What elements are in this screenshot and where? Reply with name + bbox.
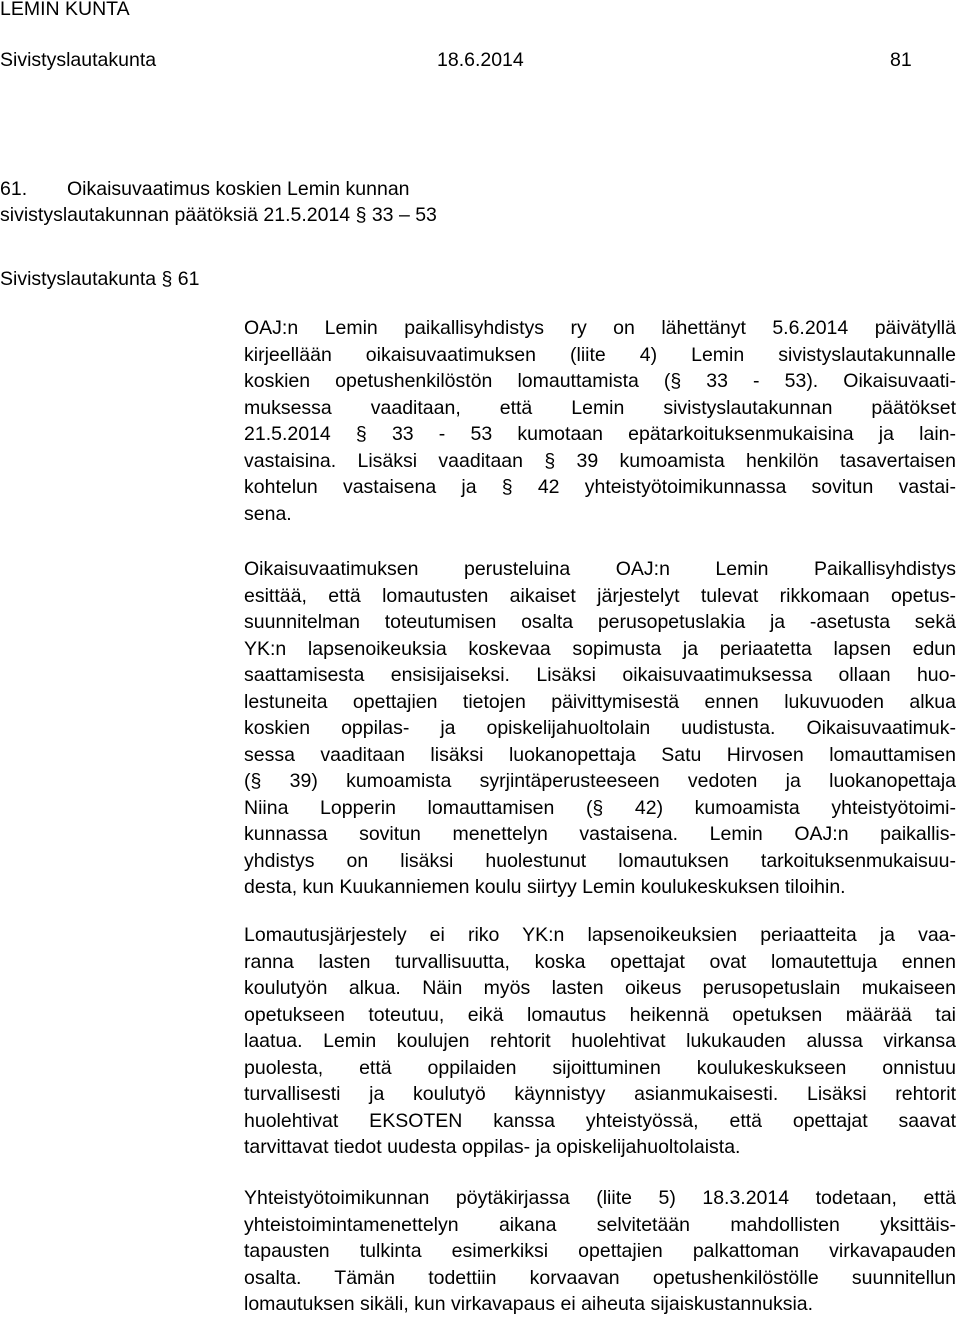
paragraph-line: vastaisina. Lisäksi vaaditaan § 39 kumoamista henkilön tasavertaisen	[244, 449, 956, 472]
paragraph-response	[244, 922, 956, 1161]
paragraph-line: koskien oppilas- ja opiskelijahuoltolain uudistusta. Oikaisuvaatimuk-	[244, 717, 956, 739]
paragraph-line: esittää, että lomautusten aikaiset järjestelyt tulevat rikkomaan opetus-	[244, 584, 956, 607]
paragraph-line: OAJ:n Lemin paikallisyhdistys ry on lähettänyt 5.6.2014 päivätyllä	[244, 317, 956, 339]
paragraph-line: osalta. Tämän todettiin korvaavan opetushenkilöstölle suunnitellun	[244, 1266, 956, 1289]
paragraph-line: turvallisesti ja koulutyö käynnistyy asianmukaisesti. Lisäksi rehtorit	[244, 1083, 956, 1105]
page-number: 81	[890, 49, 912, 71]
department-name: Sivistyslautakunta	[0, 49, 157, 71]
paragraph-appeal-summary	[244, 315, 956, 527]
section-title-line-2: sivistyslautakunnan päätöksiä 21.5.2014 § 33 – 53	[0, 204, 437, 226]
paragraph-cooperation-minutes	[244, 1185, 956, 1318]
paragraph-line: Niina Lopperin lomauttamisen (§ 42) kumoamista yhteistyötoimi-	[244, 796, 956, 819]
paragraph-line: laatua. Lemin koulujen rehtorit huolehtivat lukukauden alussa virkansa	[244, 1030, 956, 1052]
paragraph-line: Oikaisuvaatimuksen perusteluina OAJ:n Lemin Paikallisyhdistys	[244, 558, 956, 580]
paragraph-line: kirjeellään oikaisuvaatimuksen (liite 4) Lemin sivistyslautakunnalle	[244, 343, 956, 366]
section-title-line-1: Oikaisuvaatimus koskien Lemin kunnan	[67, 178, 410, 200]
paragraph-line: 21.5.2014 § 33 - 53 kumotaan epätarkoituksenmukaisina ja lain-	[244, 423, 956, 445]
paragraph-line: puolesta, että oppilaiden sijoittuminen koulukeskukseen onnistuu	[244, 1056, 956, 1079]
paragraph-line: Yhteistyötoimikunnan pöytäkirjassa (liite 5) 18.3.2014 todetaan, että	[244, 1187, 956, 1209]
paragraph-line: koulutyön alkua. Näin myös lasten oikeus perusopetuslain mukaiseen	[244, 977, 956, 999]
section-number: 61.	[0, 178, 28, 200]
paragraph-line: desta, kun Kuukanniemen koulu siirtyy Lemin koulukeskuksen tiloihin.	[244, 876, 846, 898]
paragraph-line: sena.	[244, 502, 292, 525]
paragraph-line: kohtelun vastaisena ja § 42 yhteistyötoimikunnassa sovitun vastai-	[244, 476, 956, 498]
paragraph-line: (§ 39) kumoamista syrjintäperusteeseen vedoten ja luokanopettaja	[244, 770, 956, 792]
paragraph-appeal-grounds	[244, 556, 956, 901]
meeting-date: 18.6.2014	[437, 49, 524, 71]
section-reference: Sivistyslautakunta § 61	[0, 268, 200, 290]
organization-name: LEMIN KUNTA	[0, 0, 130, 20]
paragraph-line: Lomautusjärjestely ei riko YK:n lapsenoikeuksien periaatteita ja vaa-	[244, 924, 956, 946]
paragraph-line: koskien opetushenkilöstön lomauttamista (§ 33 - 53). Oikaisuvaati-	[244, 370, 956, 392]
paragraph-line: tarvittavat tiedot uudesta oppilas- ja opiskelijahuoltolaista.	[244, 1136, 741, 1158]
paragraph-line: yhdistys on lisäksi huolestunut lomautuksen tarkoituksenmukaisuu-	[244, 849, 956, 872]
paragraph-line: YK:n lapsenoikeuksia koskevaa sopimusta ja periaatetta lapsen edun	[244, 637, 956, 660]
paragraph-line: muksessa vaaditaan, että Lemin sivistyslautakunnan päätökset	[244, 396, 956, 419]
paragraph-line: tapausten tulkinta esimerkiksi opettajien palkattoman virkavapauden	[244, 1240, 956, 1262]
paragraph-line: opetukseen toteutuu, eikä lomautus heikennä opetuksen määrää tai	[244, 1003, 956, 1026]
paragraph-line: ranna lasten turvallisuutta, koska opettajat ovat lomautettuja ennen	[244, 950, 956, 973]
paragraph-line: lestuneita opettajien tietojen päivittymisestä ennen lukuvuoden alkua	[244, 690, 956, 713]
paragraph-line: huolehtivat EKSOTEN kanssa yhteistyössä, että opettajat saavat	[244, 1109, 956, 1132]
paragraph-line: kunnassa sovitun menettelyn vastaisena. Lemin OAJ:n paikallis-	[244, 823, 956, 845]
paragraph-line: sessa vaaditaan lisäksi luokanopettaja Satu Hirvosen lomauttamisen	[244, 743, 956, 766]
paragraph-line: suunnitelman toteutumisen osalta perusopetuslakia ja -asetusta sekä	[244, 611, 956, 633]
paragraph-line: saattamisesta ensisijaiseksi. Lisäksi oikaisuvaatimuksessa ollaan huo-	[244, 664, 956, 686]
paragraph-line: lomautuksen sikäli, kun virkavapaus ei aiheuta sijaiskustannuksia.	[244, 1293, 814, 1315]
paragraph-line: yhteistoimintamenettelyn aikana selvitetään mahdollisten yksittäis-	[244, 1213, 956, 1236]
